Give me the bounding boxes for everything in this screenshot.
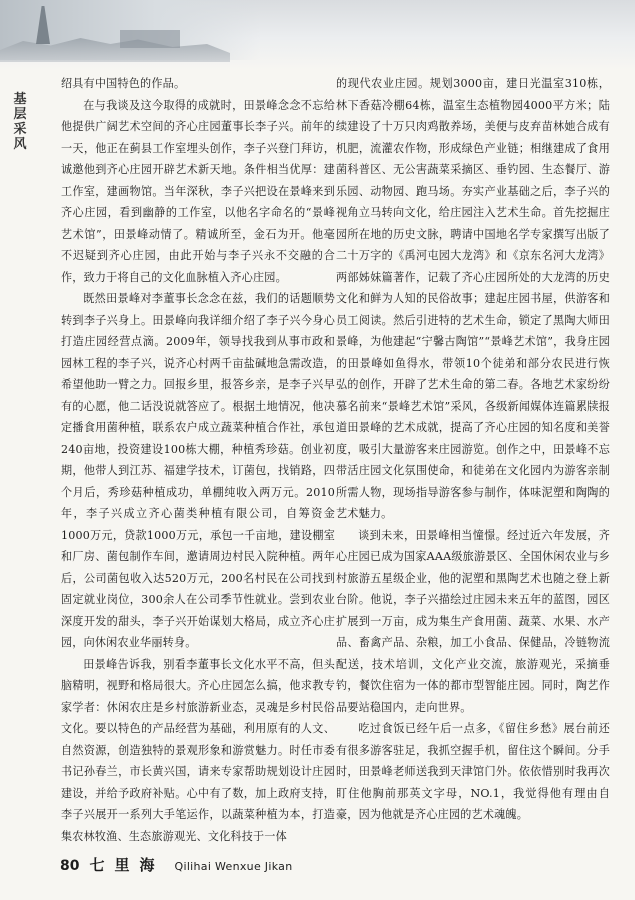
paragraph: 的现代农业庄园。规划3000亩，建日光温室310栋，林下香菇冷棚64栋，温室生态植物园4000平方米；陆续建设了十万只肉鸡散养场，美便与皮弃苗林她合成有机肥，流灌农作物，形成绿色产业链；相继建成了食用菌科普区、无公害蔬菜采摘区、垂钓园、生态餐厅、游乐园、动物园、跑马场。夯实产业基础之后，李子兴的视角立马转向文化，给庄园注入艺术生命。首先挖掘庄园所在地的历史文脉，聘请中国地名学专家撰写出版了二十万字的《禹河屯园大龙湾》和《京东名河大龙湾》两部姊妹篇著作，记载了齐心庄园所处的大龙湾的历史文化和鲜为人知的民俗故事；建起庄园书屋，供游客和员工阅读。然后引进特的艺术生命，锁定了黑陶大师田景峰，为他建起“宁馨古陶馆”“景峰艺术馆”，我身庄园的田景峰如鱼得水，带领10个徒弟和部分农民进行恢弘的创作，开辟了艺术生命的第二春。各地艺术家纷纷慕名前来“景峰艺术馆”采风，各级新闻媒体连篇累牍报道田景峰的艺术成就，提高了齐心庄园的知名度和美誉度，吸引大量游客来庄园游览。创作之中，田景峰不忘带活庄园文化氛围使命，和徒弟在文化园内为游客亲制所需人物，现场指导游客参与制作，体味泥塑和陶陶的艺术魅力。: [336, 77, 610, 520]
right-text-column: [336, 73, 610, 826]
paragraph: 绍具有中国特色的作品。: [61, 77, 186, 90]
journal-name-en: Qilihai Wenxue Jikan: [174, 860, 293, 873]
page-number: 80: [60, 858, 80, 874]
left-text-column: [61, 73, 335, 847]
section-tag: 基层采风: [13, 92, 27, 152]
masthead-landscape-image: [0, 0, 635, 70]
paragraph: 田景峰告诉我，别看李董事长文化水平不高，但头脑精明，视野和格局很大。齐心庄园怎么搞，他求教专家学者：休闲农庄是乡村旅游新业态，灵魂是乡村民俗文化。要以特色的产品经营为基础，利用原有的人文、自然资源，创造独特的景观形象和游赏魅力。时任市委书记孙春兰，市长黄兴国，请来专家帮助规划设计庄园建设，并给予政府补贴。心中有了数，加上政府支持，李子兴展开一系列大手笔运作，以蔬菜种植为本，打造集农林牧渔、生态旅游观光、文化科技于一体: [61, 657, 335, 843]
paragraph: 既然田景峰对李董事长念念在兹，我们的话题顺势转到李子兴身上。田景峰向我详细介绍了李子兴今身心打造庄园经营点滴。2009年，领导找我到从事市政和园林工程的李子兴，说齐心村两千亩盐碱地急需改造，希望他助一臂之力。回报乡里，报答乡亲，是李子兴早有的心愿，他二话没说就答应了。根据土地情况，他决定播食用菌种植，联系农户成立蔬菜种植合作社，承包240亩地，投资建设100栋大棚，种植秀珍菇。创业初期，他带人到江苏、福建学技术，订菌包，找销路，四个月后，秀珍菇种植成功，单棚纯收入两万元。2010年，李子兴成立齐心菌类种植有限公司，自筹资金1000万元，贷款1000万元，承包一千亩地，建设棚室和厂房、菌包制作车间，邀请周边村民入院种植。两年后，公司菌包收入达520万元，200名村民在公司找到固定就业岗位，300余人在公司季节性就业。尝到农业深度开发的甜头，李子兴开始谋划大格局，成立齐心庄园，向休闲农业华丽转身。: [61, 292, 335, 649]
masthead-building: [120, 30, 180, 48]
page-footer: [60, 854, 293, 874]
paragraph: 谈到未来，田景峰相当憧憬。经过近六年发展，齐心庄园已成为国家AAA级旅游景区、全国休闲农业与乡村旅游五星级企业，他的泥塑和黑陶艺术也随之登上新台阶。他说，李子兴描绘过庄园未来五年的蓝图，园区扩展到一万亩，成为集生产食用菌、蔬菜、水果、水产品、畜禽产品、杂粮，加工小食品、保健品，冷链物流配送，技术培训，文化产业交流，旅游观光，采摘垂钓，餐饮住宿为一体的都市型智能庄园。同时，陶艺作品要站稳国内，走向世界。: [336, 528, 610, 714]
paragraph: 在与我谈及这今取得的成就时，田景峰念念不忘给他提供广阔艺术空间的齐心庄园董事长李子兴。前年的一天，他正在蓟县工作室埋头创作，李子兴登门拜访，诚邀他到齐心庄园开辟艺术新天地。条件相当优厚：建工作室，建画物馆。当年深秋，李子兴把设在景峰来到齐心庄园，看到幽静的工作室，以他名字命名的“景峰艺术馆”，田景峰动情了。精诚所至，金石为开。他毫不迟疑到齐心庄园，由此开始与李子兴永不交融的合作，致力于将自己的文化血脉植入齐心庄园。: [61, 98, 335, 284]
journal-name-cn: 七里海: [89, 856, 165, 874]
paragraph: 吃过食饭已经午后一点多，《留住乡愁》展台前还有很多游客驻足，我抓空握手机，留住这个瞬间。分手时，田景峰老师送我到天津馆门外。依依惜别时我再次盯住他胸前那英文字母，NO.1，我觉得他有理由自豪，因为他就是齐心庄园的艺术魂魄。: [336, 722, 610, 821]
